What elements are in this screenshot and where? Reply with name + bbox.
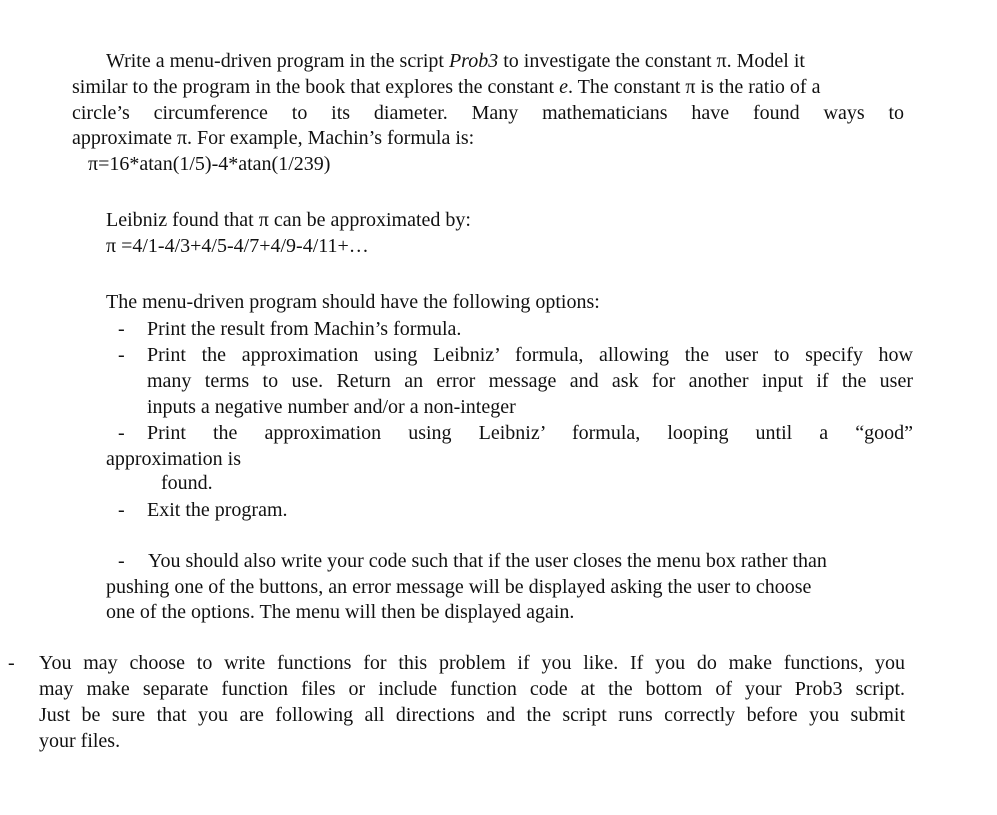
functions-note-line-1: You may choose to write functions for this problem if you like. If you do make functions, you	[39, 652, 905, 674]
bullet-dash: -	[118, 550, 125, 572]
functions-note-line-4: your files.	[39, 730, 121, 752]
intro-line-4: approximate π. For example, Machin’s formula is:	[72, 127, 475, 149]
intro-text: to investigate the constant π. Model it	[498, 50, 805, 72]
option-leibniz-loop-line-1: Print the approximation using Leibniz’ formula, looping until a “good”	[147, 422, 913, 444]
options-heading: The menu-driven program should have the following options:	[106, 291, 600, 313]
option-leibniz-terms-line-3: inputs a negative number and/or a non-integer	[147, 396, 516, 418]
constant-e: e	[559, 76, 568, 98]
script-name: Prob3	[448, 50, 499, 72]
closing-note-line-2: pushing one of the buttons, an error message will be displayed asking the user to choose	[106, 576, 812, 598]
leibniz-text: Leibniz found that π can be approximated by:	[106, 209, 471, 231]
intro-line-2	[72, 74, 820, 100]
option-exit: Exit the program.	[147, 499, 288, 521]
bullet-dash: -	[118, 344, 125, 366]
bullet-dash: -	[118, 422, 125, 444]
closing-note-line-3: one of the options. The menu will then be displayed again.	[106, 601, 575, 623]
option-leibniz-terms-line-1: Print the approximation using Leibniz’ formula, allowing the user to specify how	[147, 344, 913, 366]
functions-note-line-3: Just be sure that you are following all directions and the script runs correctly before you submit	[39, 704, 905, 726]
option-leibniz-terms-line-2: many terms to use. Return an error message and ask for another input if the user	[147, 370, 913, 392]
intro-text: . The constant π is the ratio of a	[568, 76, 821, 98]
bullet-dash: -	[118, 318, 125, 340]
intro-line-1	[106, 48, 805, 74]
intro-line-3: circle’s circumference to its diameter. Many mathematicians have found ways to	[72, 102, 904, 124]
closing-note-line-1: You should also write your code such that if the user closes the menu box rather than	[148, 550, 827, 572]
bullet-dash: -	[118, 499, 125, 521]
functions-note-line-2: may make separate function files or include function code at the bottom of your Prob3 script.	[39, 678, 905, 700]
bullet-dash: -	[8, 652, 15, 674]
leibniz-formula: π =4/1-4/3+4/5-4/7+4/9-4/11+…	[106, 235, 369, 257]
machin-formula: π=16*atan(1/5)-4*atan(1/239)	[88, 153, 331, 175]
intro-text: Write a menu-driven program in the script	[106, 50, 449, 72]
option-machin: Print the result from Machin’s formula.	[147, 318, 462, 340]
option-leibniz-loop-line-2: approximation is	[106, 448, 241, 470]
intro-text: similar to the program in the book that explores the constant	[72, 76, 560, 98]
option-leibniz-loop-line-3: found.	[161, 472, 213, 494]
